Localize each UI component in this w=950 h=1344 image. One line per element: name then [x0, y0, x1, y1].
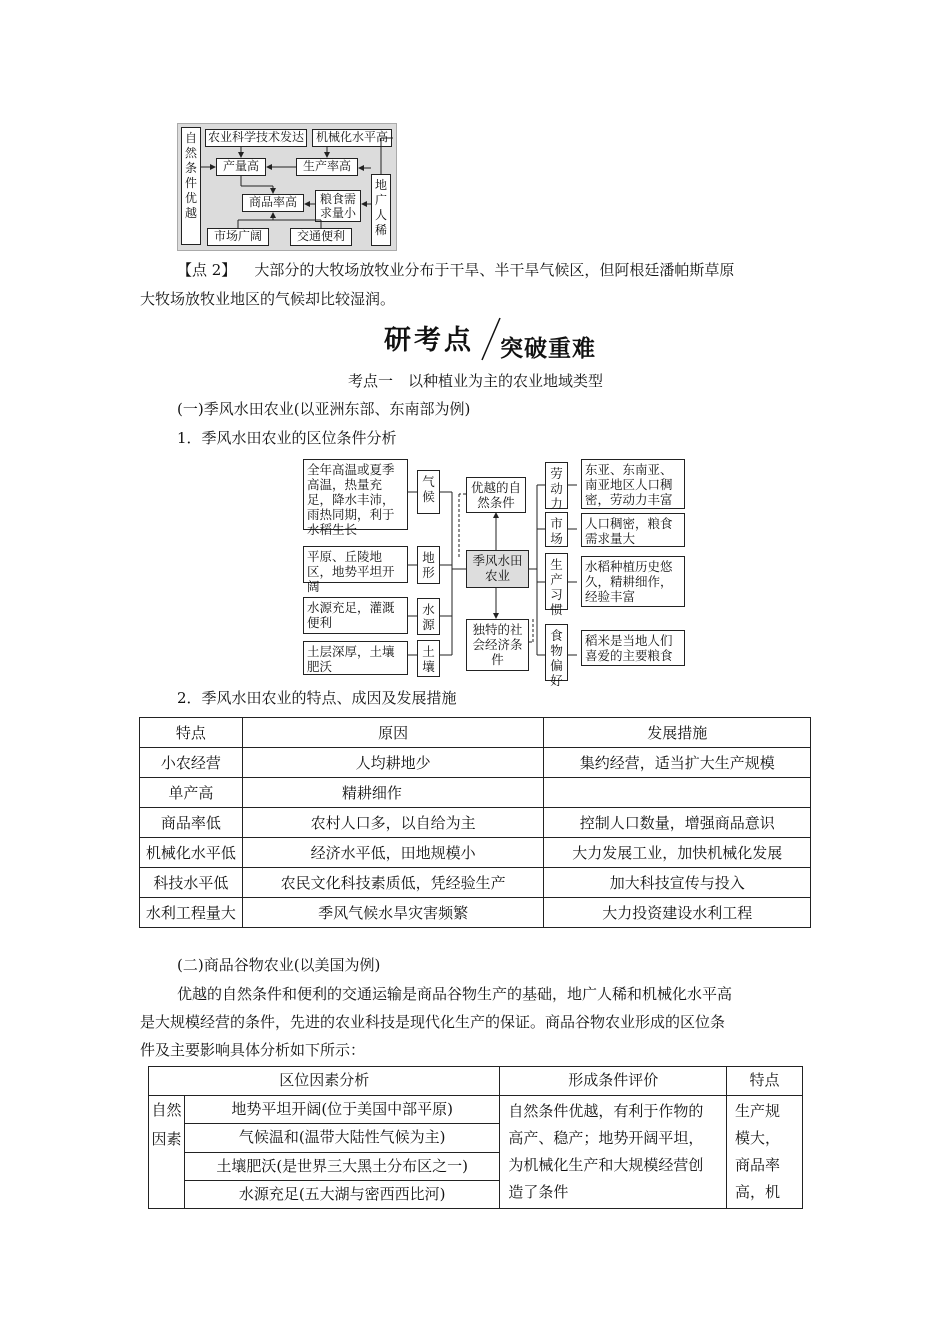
subsection-1: (一)季风水田农业(以亚洲东部、东南部为例)	[177, 400, 471, 418]
natural-factors-label: 自然因素	[149, 1096, 185, 1209]
monsoon-features-table	[139, 717, 811, 928]
table-cell: 气候温和(温带大陆性气候为主)	[184, 1124, 499, 1152]
item-2: 2．季风水田农业的特点、成因及发展措施	[177, 689, 457, 707]
climate-box: 气候	[417, 470, 440, 514]
table-cell: 农村人口多，以自给为主	[242, 808, 544, 838]
evaluation-cell: 自然条件优越，有利于作物的高产、稳产；地势开阔平坦，为机械化生产和大规模经营创造了条件	[500, 1096, 727, 1209]
table-cell: 水利工程量大	[140, 898, 243, 928]
table-cell: 小农经营	[140, 748, 243, 778]
commercial-grain-table	[148, 1066, 803, 1209]
grain-demand-box: 粮食需求量小	[315, 190, 361, 222]
table-cell: 科技水平低	[140, 868, 243, 898]
table-row	[140, 898, 811, 928]
banner-main: 研考点	[384, 325, 474, 356]
table-cell: 精耕细作	[242, 778, 544, 808]
table-row	[140, 778, 811, 808]
market-desc-box: 人口稠密，粮食需求量大	[581, 513, 685, 547]
table-header-row	[149, 1067, 803, 1096]
market-box: 市场广阔	[207, 228, 269, 246]
habit-box: 生产习惯	[545, 553, 568, 610]
table-row	[140, 838, 811, 868]
table-header: 特点	[140, 718, 243, 748]
natural-conditions-box: 自然条件优越	[181, 127, 201, 245]
socio-economic-box: 独特的社会经济条件	[466, 619, 529, 671]
water-desc-box: 水源充足，灌溉便利	[303, 597, 408, 634]
point2-tag: 【点 2】	[177, 261, 237, 279]
feature-cell: 生产规模大，商品率高，机	[727, 1096, 803, 1209]
table-cell: 大力投资建设水利工程	[544, 898, 811, 928]
table-cell: 大力发展工业，加快机械化发展	[544, 838, 811, 868]
monsoon-paddy-center-box: 季风水田农业	[466, 550, 529, 588]
habit-desc-box: 水稻种植历史悠久，精耕细作，经验丰富	[581, 556, 685, 607]
table-header: 原因	[242, 718, 544, 748]
table-cell: 农民文化科技素质低，凭经验生产	[242, 868, 544, 898]
diagram1-arrows	[178, 124, 396, 250]
water-box: 水源	[417, 598, 440, 635]
table-cell: 机械化水平低	[140, 838, 243, 868]
labor-desc-box: 东亚、东南亚、南亚地区人口稠密，劳动力丰富	[581, 459, 685, 509]
table-cell: 水源充足(五大湖与密西西比河)	[184, 1180, 499, 1208]
table-row	[140, 748, 811, 778]
section-heading: 考点一 以种植业为主的农业地域类型	[348, 372, 604, 390]
food-box: 食物偏好	[545, 624, 568, 681]
mechanization-box: 机械化水平高	[312, 129, 392, 147]
table-header: 发展措施	[544, 718, 811, 748]
terrain-box: 地形	[417, 546, 440, 584]
vast-land-box: 地广人稀	[371, 174, 391, 246]
item-1: 1．季风水田农业的区位条件分析	[177, 429, 397, 447]
paragraph-line2: 是大规模经营的条件，先进的农业科技是现代化生产的保证。商品谷物农业形成的区位条	[140, 1013, 726, 1031]
market-box: 市场	[545, 512, 568, 547]
subsection-2: (二)商品谷物农业(以美国为例)	[177, 956, 381, 974]
point2-line2: 大牧场放牧业地区的气候却比较湿润。	[140, 290, 396, 308]
productivity-box: 生产率高	[296, 158, 358, 176]
transport-box: 交通便利	[290, 228, 352, 246]
table-cell: 商品率低	[140, 808, 243, 838]
table-cell	[544, 778, 811, 808]
monsoon-paddy-diagram	[300, 457, 690, 688]
table-cell: 经济水平低，田地规模小	[242, 838, 544, 868]
table-cell: 单产高	[140, 778, 243, 808]
paragraph-line1: 优越的自然条件和便利的交通运输是商品谷物生产的基础，地广人稀和机械化水平高	[177, 985, 733, 1003]
point2-text1: 大部分的大牧场放牧业分布于干旱、半干旱气候区，但阿根廷潘帕斯草原	[254, 261, 735, 279]
table-header-row	[140, 718, 811, 748]
banner-sub: 突破重难	[500, 336, 596, 362]
point2-line1	[177, 260, 734, 280]
table-header: 区位因素分析	[149, 1067, 500, 1096]
paragraph-line3: 件及主要影响具体分析如下所示：	[140, 1041, 366, 1059]
section-banner	[384, 316, 604, 364]
terrain-desc-box: 平原、丘陵地区，地势平坦开阔	[303, 546, 408, 583]
climate-desc-box: 全年高温或夏季高温，热量充足，降水丰沛，雨热同期，利于水稻生长	[303, 459, 408, 530]
soil-desc-box: 土层深厚，土壤肥沃	[303, 641, 408, 675]
table-cell: 地势平坦开阔(位于美国中部平原)	[184, 1096, 499, 1124]
table-cell: 土壤肥沃(是世界三大黑土分布区之一)	[184, 1152, 499, 1180]
output-box: 产量高	[216, 158, 266, 176]
tech-box: 农业科学技术发达	[205, 129, 307, 147]
table-cell: 加大科技宣传与投入	[544, 868, 811, 898]
table-cell: 控制人口数量，增强商品意识	[544, 808, 811, 838]
natural-conditions-box: 优越的自然条件	[466, 477, 526, 513]
table-cell: 季风气候水旱灾害频繁	[242, 898, 544, 928]
table-header: 形成条件评价	[500, 1067, 727, 1096]
labor-box: 劳动力	[545, 462, 568, 509]
commodity-rate-box: 商品率高	[242, 194, 304, 212]
table-row	[140, 868, 811, 898]
food-desc-box: 稻米是当地人们喜爱的主要粮食	[581, 630, 685, 666]
table-cell: 集约经营，适当扩大生产规模	[544, 748, 811, 778]
table-row	[140, 808, 811, 838]
commercial-grain-diagram	[177, 123, 397, 251]
table-row	[149, 1096, 803, 1124]
soil-box: 土壤	[417, 640, 440, 677]
table-cell: 人均耕地少	[242, 748, 544, 778]
table-header: 特点	[727, 1067, 803, 1096]
